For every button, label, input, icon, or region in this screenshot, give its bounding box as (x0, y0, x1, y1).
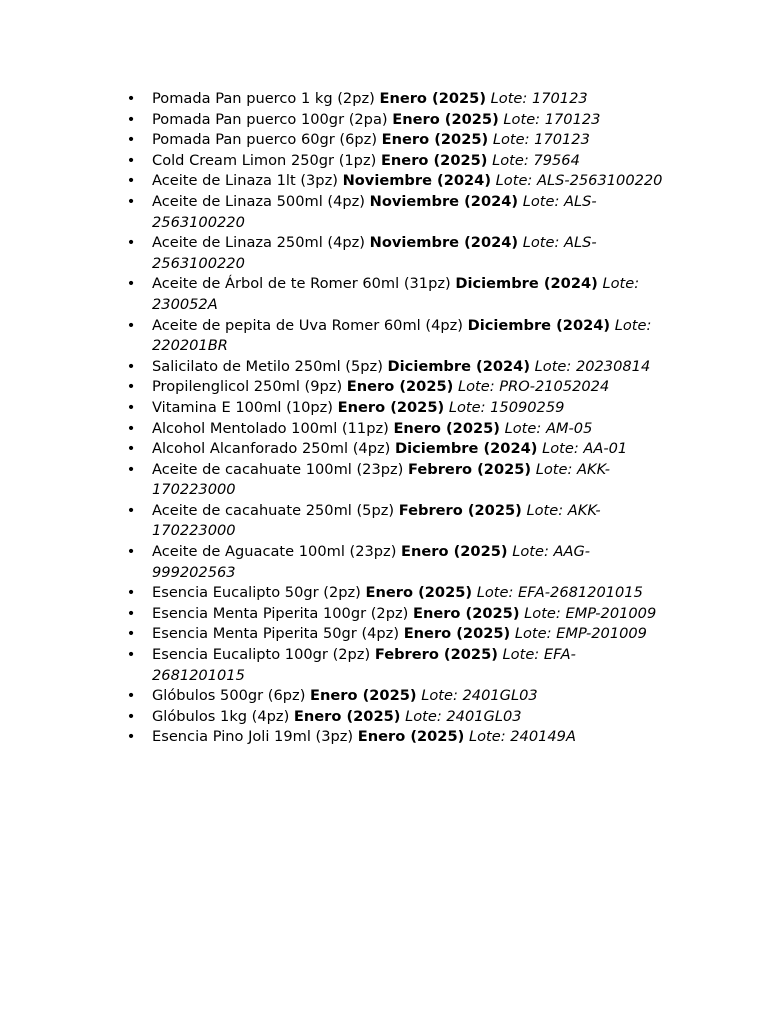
expiry-date: Diciembre (2024) (387, 357, 530, 375)
bullet-icon: • (126, 728, 136, 746)
bullet-icon: • (126, 192, 136, 210)
lot-number: Lote: AKK-170223000 (152, 460, 610, 499)
lot-number: Lote: 170123 (503, 110, 601, 128)
expiry-date: Enero (2025) (346, 378, 454, 396)
expiry-date: Enero (2025) (379, 90, 486, 107)
expiry-date: Enero (2025) (380, 151, 488, 169)
product-name: Aceite de cacahuate 250ml (5pz) (152, 501, 395, 519)
bullet-icon: • (126, 357, 136, 375)
lot-number: Lote: 20230814 (534, 357, 651, 375)
lot-number: Lote: AKK-170223000 (152, 501, 601, 540)
list-item (124, 357, 664, 378)
lot-number: Lote: EMP-201009 (524, 604, 657, 622)
bullet-icon: • (126, 110, 136, 128)
lot-number: Lote: 15090259 (448, 398, 565, 416)
list-item (124, 624, 664, 645)
bullet-icon: • (126, 234, 136, 252)
bullet-icon: • (126, 440, 136, 458)
product-name: Aceite de Árbol de te Romer 60ml (31pz) (152, 275, 451, 293)
bullet-icon: • (126, 604, 136, 622)
lot-number: Lote: PRO-21052024 (457, 378, 610, 396)
expiry-date: Enero (2025) (401, 543, 508, 561)
list-item (124, 419, 664, 440)
list-item (124, 151, 664, 172)
expiry-date: Enero (2025) (365, 584, 473, 602)
list-item (124, 274, 664, 315)
lot-number: Lote: 240149A (468, 728, 576, 746)
list-item (124, 707, 664, 728)
list-item (124, 604, 664, 625)
bullet-icon: • (126, 378, 136, 396)
bullet-icon: • (126, 151, 136, 169)
expiry-date: Enero (2025) (403, 625, 511, 643)
product-name: Esencia Eucalipto 100gr (2pz) (152, 646, 371, 664)
list-item (124, 460, 664, 501)
list-item (124, 130, 664, 151)
bullet-icon: • (126, 707, 136, 725)
list-item (124, 233, 664, 274)
expiry-date: Diciembre (2024) (394, 440, 538, 458)
product-name: Salicilato de Metilo 250ml (5pz) (152, 357, 383, 375)
bullet-icon: • (126, 90, 136, 107)
product-name: Aceite de Linaza 1lt (3pz) (152, 172, 338, 190)
lot-number: Lote: ALS-2563100220 (495, 172, 663, 190)
lot-number: Lote: AAG-999202563 (152, 543, 591, 581)
bullet-icon: • (126, 275, 136, 293)
bullet-icon: • (126, 316, 136, 334)
product-name: Alcohol Mentolado 100ml (11pz) (152, 419, 389, 437)
bullet-icon: • (126, 646, 136, 664)
expiry-date: Enero (2025) (393, 419, 500, 437)
lot-number: Lote: ALS-2563100220 (152, 192, 597, 231)
lot-number: Lote: ALS-2563100220 (152, 234, 597, 272)
expiry-date: Noviembre (2024) (369, 234, 519, 252)
lot-number: Lote: 170123 (490, 90, 588, 107)
list-item (124, 501, 664, 542)
bullet-icon: • (126, 172, 136, 190)
expiry-date: Diciembre (2024) (467, 316, 611, 334)
product-name: Alcohol Alcanforado 250ml (4pz) (152, 440, 391, 458)
expiry-date: Enero (2025) (412, 604, 520, 622)
lot-number: Lote: AA-01 (542, 440, 628, 458)
lot-number: Lote: 2401GL03 (421, 687, 538, 705)
lot-number: Lote: 79564 (492, 151, 580, 169)
product-name: Aceite de Linaza 500ml (4pz) (152, 192, 365, 210)
product-name: Propilenglicol 250ml (9pz) (152, 378, 343, 396)
list-item (124, 110, 664, 131)
expiry-date: Febrero (2025) (374, 646, 498, 664)
expiry-date: Enero (2025) (381, 131, 489, 149)
expiry-date: Noviembre (2024) (342, 172, 492, 190)
list-item (124, 316, 664, 357)
list-item (124, 645, 664, 686)
lot-number: Lote: EFA-2681201015 (476, 584, 643, 602)
lot-number: Lote: 230052A (152, 275, 640, 313)
bullet-icon: • (126, 584, 136, 602)
list-item (124, 398, 664, 419)
lot-number: Lote: 170123 (492, 131, 590, 149)
bullet-icon: • (126, 419, 136, 437)
list-item (124, 171, 664, 192)
product-name: Glóbulos 500gr (6pz) (152, 687, 306, 705)
bullet-icon: • (126, 625, 136, 643)
product-name: Aceite de pepita de Uva Romer 60ml (4pz) (152, 316, 463, 334)
product-name: Aceite de Aguacate 100ml (23pz) (152, 543, 397, 561)
product-name: Aceite de Linaza 250ml (4pz) (152, 234, 365, 252)
expiry-date: Febrero (2025) (398, 501, 522, 519)
expiry-date: Enero (2025) (293, 707, 401, 725)
lot-number: Lote: 220201BR (152, 316, 652, 355)
product-list (124, 89, 664, 748)
expiry-date: Enero (2025) (357, 728, 465, 746)
lot-number: Lote: EFA-2681201015 (152, 646, 576, 684)
list-item (124, 583, 664, 604)
list-item (124, 192, 664, 233)
expiry-date: Diciembre (2024) (455, 275, 598, 293)
product-name: Pomada Pan puerco 60gr (6pz) (152, 131, 378, 149)
product-name: Esencia Menta Piperita 50gr (4pz) (152, 625, 400, 643)
bullet-icon: • (126, 543, 136, 561)
list-item (124, 727, 664, 748)
product-name: Esencia Menta Piperita 100gr (2pz) (152, 604, 409, 622)
product-name: Vitamina E 100ml (10pz) (152, 398, 333, 416)
expiry-date: Enero (2025) (337, 398, 445, 416)
list-item (124, 439, 664, 460)
lot-number: Lote: AM-05 (504, 419, 593, 437)
lot-number: Lote: 2401GL03 (405, 707, 522, 725)
product-name: Pomada Pan puerco 100gr (2pa) (152, 110, 388, 128)
expiry-date: Enero (2025) (310, 687, 417, 705)
bullet-icon: • (126, 460, 136, 478)
product-name: Glóbulos 1kg (4pz) (152, 707, 290, 725)
expiry-date: Enero (2025) (392, 110, 499, 128)
lot-number: Lote: EMP-201009 (514, 625, 647, 643)
product-name: Pomada Pan puerco 1 kg (2pz) (152, 90, 375, 107)
bullet-icon: • (126, 501, 136, 519)
bullet-icon: • (126, 131, 136, 149)
expiry-date: Noviembre (2024) (369, 192, 519, 210)
list-item (124, 542, 664, 583)
product-name: Esencia Pino Joli 19ml (3pz) (152, 728, 354, 746)
product-name: Cold Cream Limon 250gr (1pz) (152, 151, 377, 169)
list-item (124, 89, 664, 110)
expiry-date: Febrero (2025) (408, 460, 532, 478)
bullet-icon: • (126, 687, 136, 705)
list-item (124, 686, 664, 707)
product-name: Esencia Eucalipto 50gr (2pz) (152, 584, 361, 602)
product-name: Aceite de cacahuate 100ml (23pz) (152, 460, 404, 478)
list-item (124, 377, 664, 398)
bullet-icon: • (126, 398, 136, 416)
